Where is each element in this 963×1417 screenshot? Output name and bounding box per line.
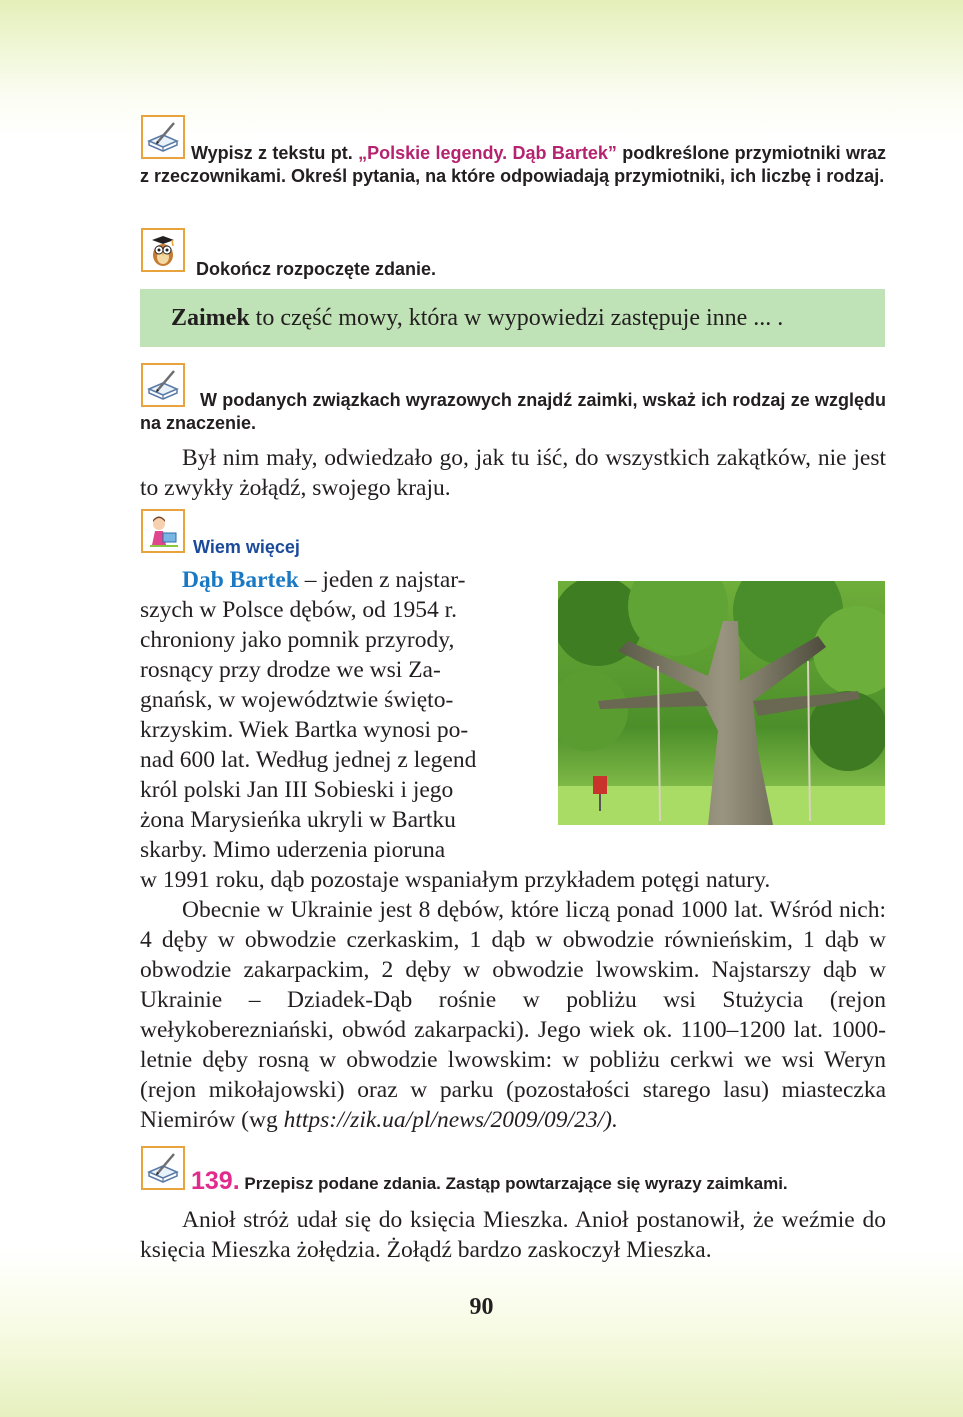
task-1-instruction: Wypisz z tekstu pt. „Polskie legendy. Dąb Bartek” podkreślone przymiotniki wraz z rzeczownikami. Określ pytania, na które odpowiadają przymiotniki, ich liczbę i rodzaj.: [140, 143, 887, 186]
definition-box: [140, 289, 885, 347]
girl-reading-icon: [141, 509, 185, 553]
exercise-number: 139.: [191, 1167, 240, 1195]
oak-paragraph-2: Obecnie w Ukrainie jest 8 dębów, które liczą ponad 1000 lat. Wśród nich: 4 dęby w obwodzie czerkaskim, 1 dąb w obwodzie równieńskim, 1 dąb w obwodzie zakarpackim, 2 dęby w obwodzie lwowskim. Najstarszy dąb w Ukrainie – Dziadek-Dąb rośnie w pobliżu wsi Stużycia (rejon wełykoberezniański, obwód zakarpacki). Jego wiek ok. 1100–1200 lat. 1000-letnie dęby rosną w obwodzie lwowskim: w pobliżu cerkwi we wsi Weryn (rejon mikołajowski) oraz w parku (pozostałości starego lasu) miasteczka Niemirów (wg https://zik.ua/pl/news/2009/09/23/).: [140, 897, 886, 1133]
task-3-instruction: W podanych związkach wyrazowych znajdź zaimki, wskaż ich rodzaj ze względu na znaczenie.: [140, 390, 886, 433]
definition-text: Zaimek to część mowy, która w wypowiedzi zastępuje inne ... .: [171, 305, 784, 331]
oak-tree-photo: [558, 581, 885, 825]
know-more-title: Wiem więcej: [193, 537, 300, 557]
page-number: 90: [469, 1294, 494, 1320]
task-2-instruction: Dokończ rozpoczęte zdanie.: [196, 259, 437, 279]
exercise-139-text: Anioł stróż udał się do księcia Mieszka. Anioł postanowił, że weźmie do księcia Mieszka żołędzia. Żołądź bardzo zaskoczył Mieszka.: [140, 1207, 886, 1263]
task-139-instruction: 139. Przepisz podane zdania. Zastąp powtarzające się wyrazy zaimkami.: [191, 1167, 788, 1195]
wrapped-paragraph-last-line: w 1991 roku, dąb pozostaje wspaniałym przykładem potęgi natury.: [140, 867, 771, 893]
example-phrases: Był nim mały, odwiedzało go, jak tu iść, do wszystkich zakątków, nie jest to zwykły żołądź, swojego kraju.: [140, 445, 886, 501]
wrapped-paragraph: Dąb Bartek – jeden z najstar- szych w Polsce dębów, od 1954 r. chroniony jako pomnik przyrody, rosnący przy drodze we wsi Za- gnańsk, w województwie święto- krzyskim. Wiek Bartka wynosi po- nad 600 lat. Według jednej z legend król polski Jan III Sobieski i jego żona Marysieńka ukryli w Bartku skarby. Mimo uderzenia pioruna: [140, 567, 477, 863]
